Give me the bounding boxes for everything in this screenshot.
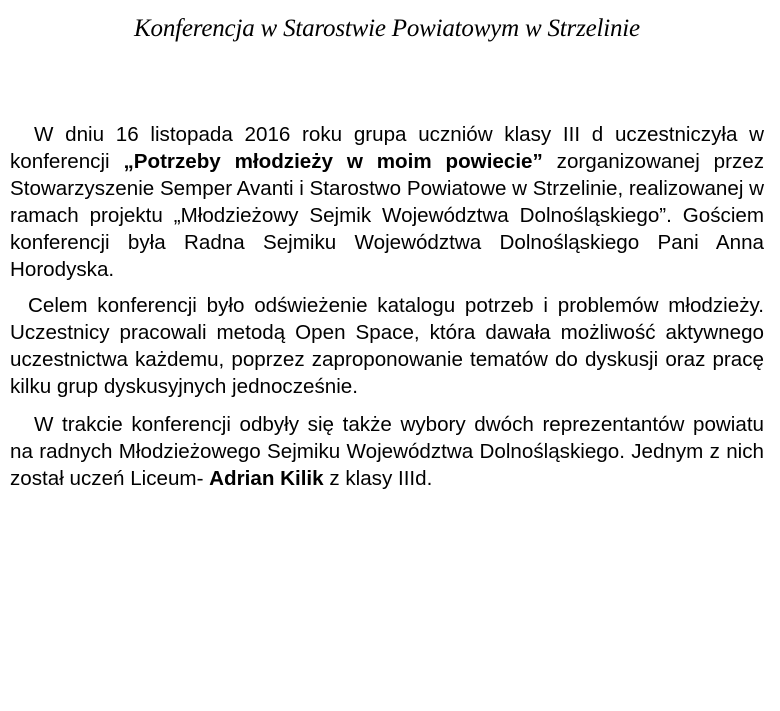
paragraph-2-text: Celem konferencji było odświeżenie katalogu potrzeb i problemów młodzieży. Uczestnicy pracowali metodą Open Space, która dawała możliwość aktywnego uczestnictwa każdemu, poprzez zaproponowanie tematów do dyskusji oraz pracę kilku grup dyskusyjnych jednocześnie. xyxy=(10,294,764,398)
student-name: Adrian Kilik xyxy=(209,467,324,490)
paragraph-3-text-before: W trakcie konferencji odbyły się także wybory dwóch reprezentantów powiatu na radnych Młodzieżowego Sejmiku Województwa Dolnośląskiego. Jednym z nich został uczeń Liceum- xyxy=(10,413,764,490)
paragraph-3 xyxy=(10,411,764,492)
document-title: Konferencja w Starostwie Powiatowym w Strzelinie xyxy=(134,15,640,42)
paragraph-1-text-after: zorganizowanej przez Stowarzyszenie Semper Avanti i Starostwo Powiatowe w Strzelinie, realizowanej w ramach projektu „Młodzieżowy Sejmik Województwa Dolnośląskiego”. Gościem konferencji była Radna Sejmiku Województwa Dolnośląskiego Pani Anna Horodyska. xyxy=(10,150,764,281)
paragraph-1 xyxy=(10,121,764,283)
paragraph-2 xyxy=(10,292,764,400)
conference-title: „Potrzeby młodzieży w moim powiecie” xyxy=(123,150,543,173)
paragraph-3-text-after: z klasy IIId. xyxy=(323,467,433,490)
paragraph-1-text-before: W dniu 16 listopada 2016 roku grupa uczniów klasy III d uczestniczyła w konferencji xyxy=(10,123,764,173)
